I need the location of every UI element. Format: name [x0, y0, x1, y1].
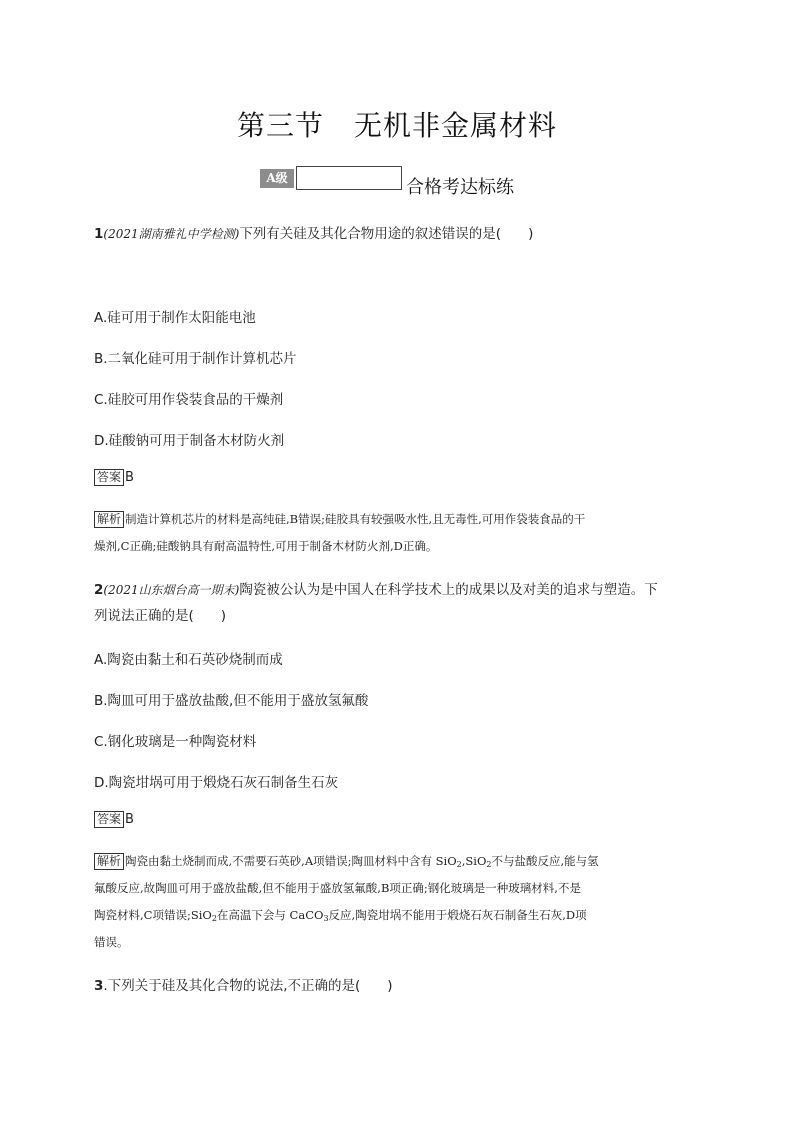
question-number: 3: [94, 978, 104, 994]
answer-value: B: [125, 812, 134, 827]
explanation-tag: 解析: [94, 853, 124, 870]
question-3-stem: [94, 976, 393, 996]
explanation-text: 陶瓷材料,C项错误;SiO: [94, 908, 212, 922]
q1-explanation: [94, 506, 694, 560]
question-text: 下列有关硅及其化合物用途的叙述错误的是( ): [239, 226, 534, 242]
q2-option-d: D.陶瓷坩埚可用于煅烧石灰石制备生石灰: [94, 775, 339, 791]
q2-option-a: A.陶瓷由黏土和石英砂烧制而成: [94, 652, 283, 668]
explanation-text: 陶瓷由黏土烧制而成,不需要石英砂,A项错误;陶皿材料中含有 SiO: [125, 854, 457, 868]
question-text: 陶瓷被公认为是中国人在科学技术上的成果以及对美的追求与塑造。下: [239, 582, 658, 598]
explanation-text: 不与盐酸反应,能与氢: [491, 854, 599, 868]
explanation-line: 燥剂,C正确;硅酸钠具有耐高温特性,可用于制备木材防火剂,D正确。: [94, 539, 438, 553]
answer-tag: 答案: [94, 469, 124, 486]
answer-tag: 答案: [94, 811, 124, 828]
q2-answer: [94, 811, 134, 828]
explanation-line: 错误。: [94, 935, 129, 949]
explanation-text: 在高温下会与 CaCO: [216, 908, 324, 922]
subscript: 3: [323, 914, 329, 923]
level-label: 合格考达标练: [406, 177, 514, 198]
q1-option-a: A.硅可用于制作太阳能电池: [94, 310, 256, 326]
explanation-line: 氟酸反应,故陶皿可用于盛放盐酸,但不能用于盛放氢氟酸,B项正确;钢化玻璃是一种玻璃材料,不是: [94, 881, 581, 895]
question-text: .下列关于硅及其化合物的说法,不正确的是( ): [103, 978, 393, 994]
level-blank-box: [296, 166, 402, 190]
question-1-stem: [94, 224, 533, 244]
q1-option-b: B.二氧化硅可用于制作计算机芯片: [94, 351, 297, 367]
subscript: 2: [486, 860, 492, 869]
question-number: 2: [94, 582, 104, 598]
q1-option-d: D.硅酸钠可用于制备木材防火剂: [94, 433, 285, 449]
explanation-line: 制造计算机芯片的材料是高纯硅,B错误;硅胶具有较强吸水性,且无毒性,可用作袋装食品的干: [125, 512, 586, 526]
q1-answer: [94, 469, 134, 486]
q2-option-c: C.钢化玻璃是一种陶瓷材料: [94, 734, 257, 750]
question-source: (2021湖南雅礼中学检测): [103, 227, 240, 241]
question-source: (2021山东烟台高一期末): [103, 583, 240, 597]
section-number: 第三节: [236, 109, 324, 142]
level-badge: A级: [260, 169, 294, 188]
page-title: [0, 104, 794, 144]
q1-option-c: C.硅胶可用作袋装食品的干燥剂: [94, 392, 284, 408]
subscript: 2: [211, 914, 217, 923]
subscript: 2: [456, 860, 462, 869]
q2-explanation: [94, 848, 694, 956]
q2-option-b: B.陶皿可用于盛放盐酸,但不能用于盛放氢氟酸: [94, 693, 369, 709]
section-title: 无机非金属材料: [354, 109, 558, 142]
question-2-stem: [94, 580, 658, 600]
question-2-stem-cont: 列说法正确的是( ): [94, 608, 227, 624]
explanation-tag: 解析: [94, 511, 124, 528]
explanation-text: 反应,陶瓷坩埚不能用于煅烧石灰石制备生石灰,D项: [328, 908, 587, 922]
question-number: 1: [94, 226, 104, 242]
answer-value: B: [125, 470, 134, 485]
explanation-text: ,SiO: [461, 854, 487, 868]
